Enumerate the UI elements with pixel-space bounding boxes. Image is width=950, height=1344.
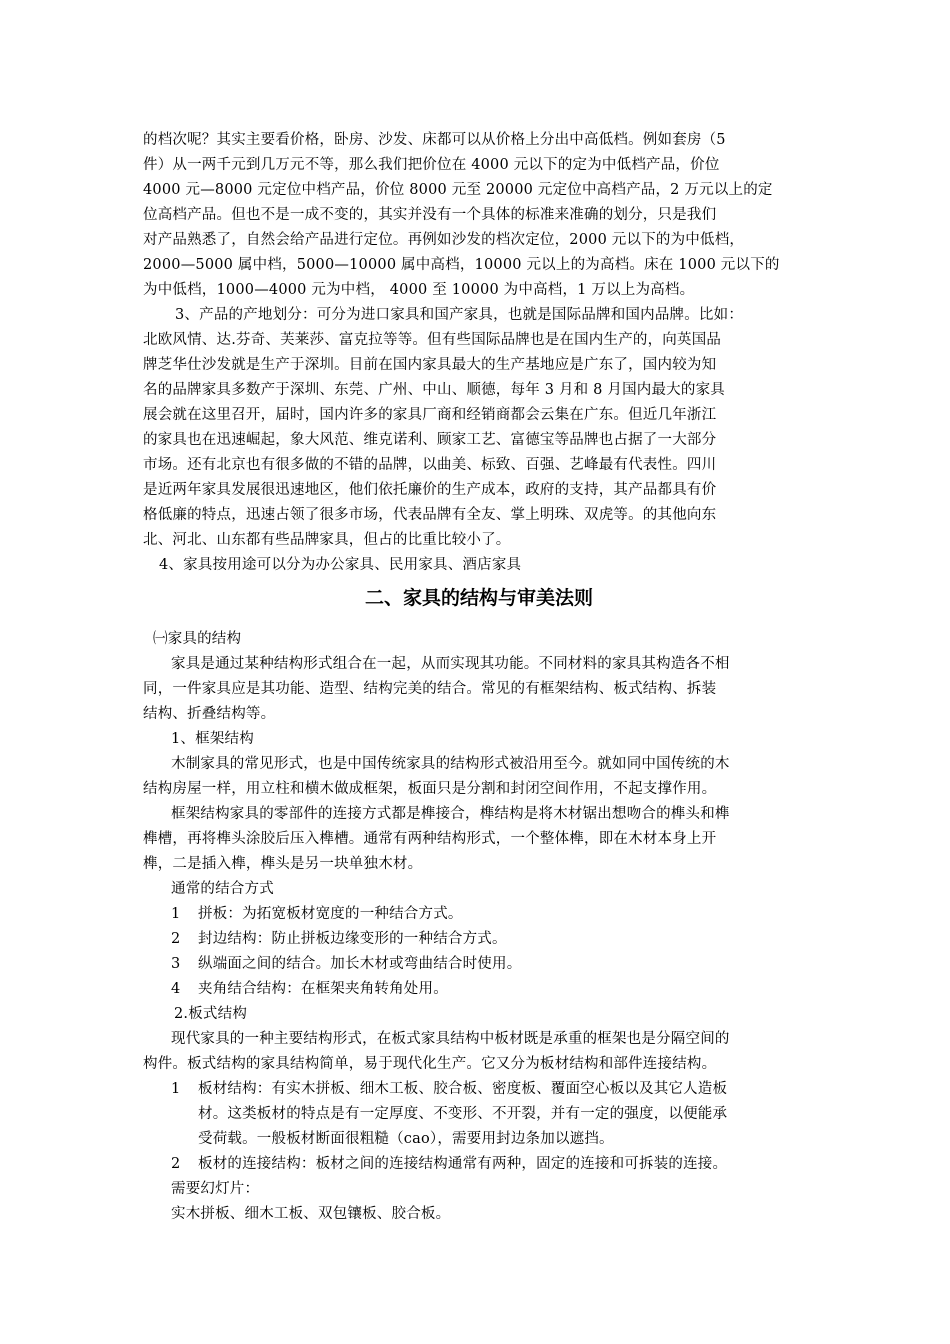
text-line: 的档次呢？其实主要看价格，卧房、沙发、床都可以从价格上分出中高低档。例如套房（5: [143, 132, 726, 148]
text-line: 对产品熟悉了，自然会给产品进行定位。再例如沙发的档次定位，2000 元以下的为中低档，: [143, 232, 745, 248]
text-line: 北欧风情、达.芬奇、芙莱莎、富克拉等等。但有些国际品牌也是在国内生产的，向英国品: [143, 332, 722, 348]
text-line: 件）从一两千元到几万元不等，那么我们把价位在 4000 元以下的定为中低档产品，价位: [143, 157, 720, 173]
text-line: 结构、折叠结构等。: [143, 706, 276, 722]
list-number: 2: [171, 931, 181, 947]
text-line: 为中低档，1000—4000 元为中档， 4000 至 10000 为中高档，1 万以上为高档。: [143, 282, 695, 298]
heading-panel-structure: 2.板式结构: [174, 1006, 248, 1022]
heading-join-methods: 通常的结合方式: [171, 881, 274, 897]
list-text: 材。这类板材的特点是有一定厚度、不变形、不开裂，并有一定的强度，以便能承: [198, 1106, 728, 1122]
text-line: 的家具也在迅速崛起，象大风范、维克诺利、顾家工艺、富德宝等品牌也占据了一大部分: [143, 432, 717, 448]
text-line: 家具是通过某种结构形式组合在一起，从而实现其功能。不同材料的家具其构造各不相: [171, 656, 730, 672]
text-line: 是近两年家具发展很迅速地区，他们依托廉价的生产成本，政府的支持，其产品都具有价: [143, 482, 717, 498]
text-line: 牌芝华仕沙发就是生产于深圳。目前在国内家具最大的生产基地应是广东了，国内较为知: [143, 357, 717, 373]
text-line: 2000—5000 属中档，5000—10000 属中高档，10000 元以上的为高档。床在 1000 元以下的: [143, 257, 780, 273]
text-line: 名的品牌家具多数产于深圳、东莞、广州、中山、顺德，每年 3 月和 8 月国内最大的家具: [143, 382, 725, 398]
text-line: 框架结构家具的零部件的连接方式都是榫接合，榫结构是将木材锯出想吻合的榫头和榫: [171, 806, 730, 822]
slides-note: 需要幻灯片：: [171, 1181, 260, 1197]
list-text: 封边结构：防止拼板边缘变形的一种结合方式。: [198, 931, 507, 947]
list-number: 2: [171, 1156, 181, 1172]
subheading-structure: ㈠家具的结构: [153, 631, 242, 647]
text-line: 格低廉的特点，迅速占领了很多市场，代表品牌有全友、掌上明珠、双虎等。的其他向东: [143, 507, 717, 523]
list-number: 4: [171, 981, 181, 997]
text-line: 榫槽，再将榫头涂胶后压入榫槽。通常有两种结构形式，一个整体榫，即在木材本身上开: [143, 831, 717, 847]
list-number: 3: [171, 956, 181, 972]
list-text: 夹角结合结构：在框架夹角转角处用。: [198, 981, 448, 997]
list-text: 受荷载。一般板材断面很粗糙（cao），需要用封边条加以遮挡。: [198, 1131, 614, 1147]
list-number: 1: [171, 906, 181, 922]
text-line: 4000 元—8000 元定位中档产品，价位 8000 元至 20000 元定位中高档产品，2 万元以上的定: [143, 182, 773, 198]
text-line: 同，一件家具应是其功能、造型、结构完美的结合。常见的有框架结构、板式结构、拆装: [143, 681, 717, 697]
text-line: 结构房屋一样，用立柱和横木做成框架，板面只是分割和封闭空间作用，不起支撑作用。: [143, 781, 717, 797]
text-line: 现代家具的一种主要结构形式，在板式家具结构中板材既是承重的框架也是分隔空间的: [171, 1031, 730, 1047]
list-text: 纵端面之间的结合。加长木材或弯曲结合时使用。: [198, 956, 522, 972]
section-title: 二、家具的结构与审美法则: [364, 587, 593, 609]
text-line: 3、产品的产地划分：可分为进口家具和国产家具，也就是国际品牌和国内品牌。比如：: [175, 307, 744, 323]
list-number: 1: [171, 1081, 181, 1097]
list-text: 拼板：为拓宽板材宽度的一种结合方式。: [198, 906, 463, 922]
text-line: 构件。板式结构的家具结构简单，易于现代化生产。它又分为板材结构和部件连接结构。: [143, 1056, 717, 1072]
list-text: 板材的连接结构：板材之间的连接结构通常有两种，固定的连接和可拆装的连接。: [198, 1156, 728, 1172]
text-line: 木制家具的常见形式，也是中国传统家具的结构形式被沿用至今。就如同中国传统的木: [171, 756, 730, 772]
text-line: 市场。还有北京也有很多做的不错的品牌，以曲美、标致、百强、艺峰最有代表性。四川: [143, 457, 717, 473]
slides-list: 实木拼板、细木工板、双包镶板、胶合板。: [171, 1206, 451, 1222]
text-line: 北、河北、山东都有些品牌家具，但占的比重比较小了。: [143, 532, 511, 548]
text-line: 位高档产品。但也不是一成不变的，其实并没有一个具体的标准来准确的划分，只是我们: [143, 207, 717, 223]
list-text: 板材结构：有实木拼板、细木工板、胶合板、密度板、覆面空心板以及其它人造板: [198, 1081, 728, 1097]
text-line: 展会就在这里召开，届时，国内许多的家具厂商和经销商都会云集在广东。但近几年浙江: [143, 407, 717, 423]
text-line: 榫，二是插入榫，榫头是另一块单独木材。: [143, 856, 423, 872]
heading-frame-structure: 1、框架结构: [171, 731, 254, 747]
paragraph-usage: 4、家具按用途可以分为办公家具、民用家具、酒店家具: [159, 557, 522, 573]
